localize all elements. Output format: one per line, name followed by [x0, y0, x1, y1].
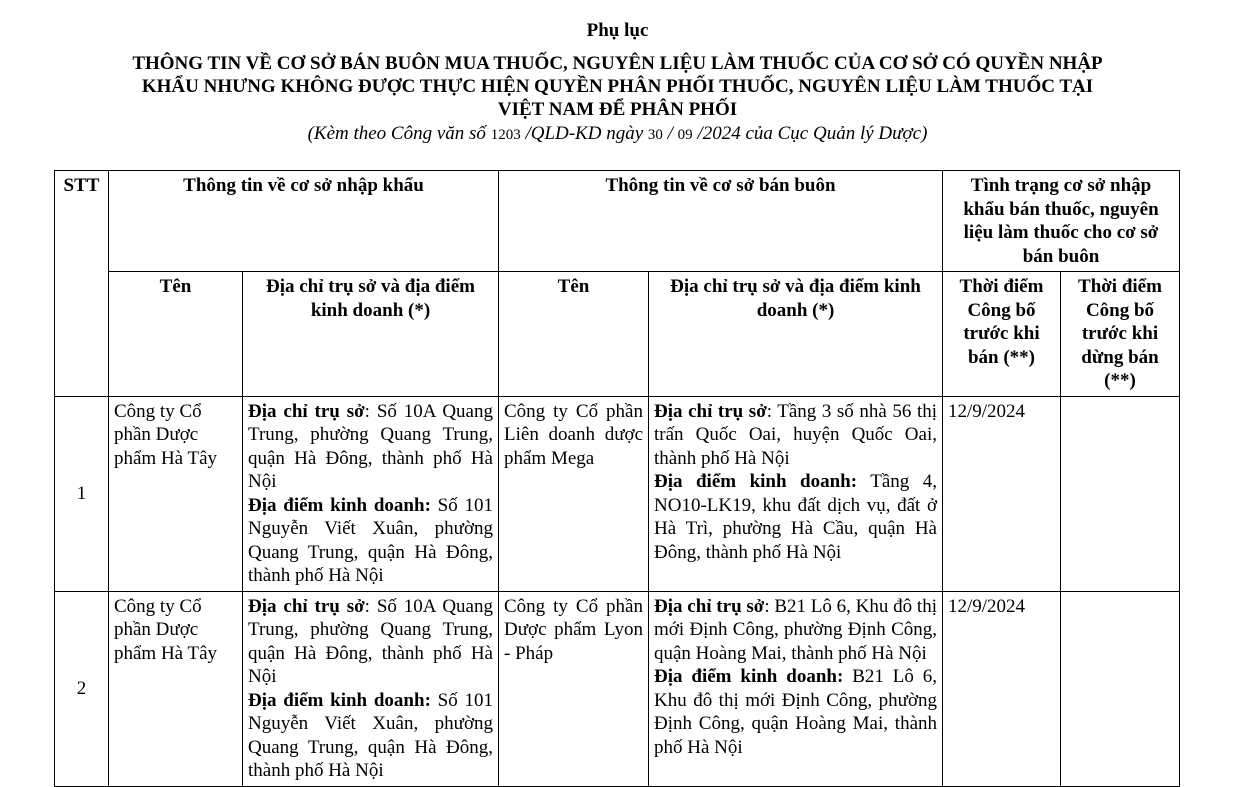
note-suffix: /2024 của Cục Quản lý Dược)	[692, 123, 928, 144]
business-label: Địa điểm kinh doanh:	[654, 471, 858, 492]
wholesaler-address	[649, 591, 943, 786]
wholesaler-group-header: Thông tin về cơ sở bán buôn	[499, 171, 943, 272]
header-row-1	[55, 171, 1180, 272]
business-label: Địa điểm kinh doanh:	[248, 494, 431, 516]
note-prefix: (Kèm theo Công văn số	[307, 123, 491, 144]
doc-number: 1203	[490, 127, 521, 143]
importer-business: Số 101 Nguyễn Viết Xuân, phường Quang Trung, quận Hà Đông, thành phố Hà Nội	[248, 494, 493, 586]
wholesaler-name: Công ty Cổ phần Liên doanh dược phẩm Mega	[499, 396, 649, 591]
hq-label: Địa chỉ trụ sở	[248, 400, 365, 422]
subtitle-line-3: VIỆT NAM ĐỂ PHÂN PHỐI	[497, 99, 738, 120]
wholesaler-business: B21 Lô 6, Khu đô thị mới Định Công, phường Định Công, quận Hoàng Mai, thành phố Hà Nội	[654, 666, 937, 758]
stop-date	[1061, 396, 1180, 591]
importer-hq: : Số 10A Quang Trung, phường Quang Trung, quận Hà Đông, thành phố Hà Nội	[248, 595, 493, 687]
wholesaler-address	[649, 396, 943, 591]
importer-hq: : Số 10A Quang Trung, phường Quang Trung, quận Hà Đông, thành phố Hà Nội	[248, 400, 493, 492]
start-date: 12/9/2024	[943, 591, 1061, 786]
wholesaler-hq: : B21 Lô 6, Khu đô thị mới Định Công, phường Định Công, quận Hoàng Mai, thành phố Hà Nội	[654, 595, 937, 664]
wholesaler-name-header: Tên	[499, 272, 649, 397]
subtitle-line-2: KHẨU NHƯNG KHÔNG ĐƯỢC THỰC HIỆN QUYỀN PHÂN PHỐI THUỐC, NGUYÊN LIỆU LÀM THUỐC TẠI	[141, 76, 1094, 97]
importer-address	[243, 591, 499, 786]
distribution-table	[54, 170, 1180, 787]
hq-label: Địa chỉ trụ sở	[654, 595, 765, 617]
appendix-title: Phụ lục	[586, 20, 649, 41]
hq-label: Địa chỉ trụ sở	[248, 595, 365, 617]
doc-day: 30	[647, 127, 663, 143]
table-row	[55, 396, 1180, 591]
wholesaler-hq: : Tầng 3 số nhà 56 thị trấn Quốc Oai, huyện Quốc Oai, thành phố Hà Nội	[654, 400, 938, 469]
importer-business: Số 101 Nguyễn Viết Xuân, phường Quang Trung, quận Hà Đông, thành phố Hà Nội	[248, 689, 493, 781]
status-group-header: Tình trạng cơ sở nhập khẩu bán thuốc, nguyên liệu làm thuốc cho cơ sở bán buôn	[943, 171, 1180, 272]
row-stt: 1	[55, 396, 109, 591]
col-stt-header: STT	[55, 171, 109, 397]
table-row	[55, 591, 1180, 786]
importer-address-header: Địa chỉ trụ sở và địa điểm kinh doanh (*)	[243, 272, 499, 397]
importer-address	[243, 396, 499, 591]
doc-month: 09	[677, 127, 693, 143]
subtitle-line-1: THÔNG TIN VỀ CƠ SỞ BÁN BUÔN MUA THUỐC, NGUYÊN LIỆU LÀM THUỐC CỦA CƠ SỞ CÓ QUYỀN NHẬP	[132, 53, 1103, 74]
business-label: Địa điểm kinh doanh:	[248, 689, 431, 711]
importer-group-header: Thông tin về cơ sở nhập khẩu	[109, 171, 499, 272]
note-mid-2: /	[662, 123, 678, 144]
reference-note	[0, 123, 1235, 145]
wholesaler-business: Tầng 4, NO10-LK19, khu đất dịch vụ, đất ở Hà Trì, phường Hà Cầu, quận Hà Đông, thành phố Hà Nội	[654, 471, 937, 563]
start-date: 12/9/2024	[943, 396, 1061, 591]
wholesaler-name: Công ty Cổ phần Dược phẩm Lyon - Pháp	[499, 591, 649, 786]
hq-label: Địa chỉ trụ sở	[654, 400, 767, 422]
note-mid-1: /QLD-KD ngày	[520, 123, 648, 144]
stop-date	[1061, 591, 1180, 786]
document-subtitle	[0, 52, 1235, 121]
wholesaler-address-header: Địa chỉ trụ sở và địa điểm kinh doanh (*)	[649, 272, 943, 397]
importer-name: Công ty Cổ phần Dược phẩm Hà Tây	[109, 591, 243, 786]
importer-name: Công ty Cổ phần Dược phẩm Hà Tây	[109, 396, 243, 591]
header-row-2	[55, 272, 1180, 397]
row-stt: 2	[55, 591, 109, 786]
start-date-header: Thời điểm Công bố trước khi bán (**)	[943, 272, 1061, 397]
stop-date-header: Thời điểm Công bố trước khi dừng bán (**)	[1061, 272, 1180, 397]
business-label: Địa điểm kinh doanh:	[654, 666, 844, 687]
importer-name-header: Tên	[109, 272, 243, 397]
